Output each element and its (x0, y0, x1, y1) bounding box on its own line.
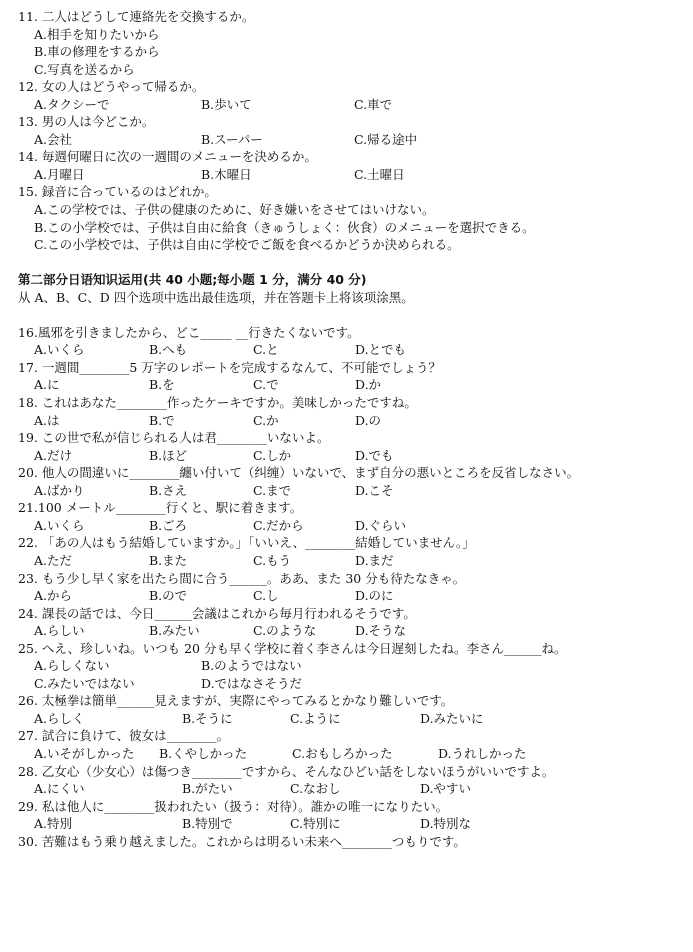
option-a: A.は (34, 412, 60, 428)
option-b: B.ので (149, 588, 188, 604)
question-text: 22. 「あの人はもう結婚していますか。」「いいえ、________結婚していません。」 (18, 535, 475, 551)
question-28 (18, 763, 693, 798)
options-row (18, 710, 693, 728)
question-12 (18, 78, 693, 113)
option-a: A.に (34, 377, 60, 393)
options-row (18, 587, 693, 605)
question-24 (18, 605, 693, 640)
option-d: D.うれしかった (438, 745, 527, 761)
question-text: 18. これはあなた________作ったケーキですか。美味しかったですね。 (18, 395, 417, 411)
question-text: 23. もう少し早く家を出たら間に合う______。ああ、また 30 分も待たなきゃ。 (18, 570, 466, 586)
option-b: B.へも (149, 342, 188, 358)
option-a: A.らしい (34, 623, 85, 639)
question-11 (18, 8, 693, 78)
option-a: A.会社 (34, 131, 73, 147)
option-c: C.まで (253, 482, 292, 498)
options-row (18, 482, 693, 500)
question-27 (18, 727, 693, 762)
question-text: 19. この世で私が信じられる人は君________いないよ。 (18, 430, 330, 446)
option-d: D.の (355, 412, 382, 428)
question-text: 17. 一週間________5 万字のレポートを完成するなんて、不可能でしょう？ (18, 359, 442, 375)
option-a: A.いくら (34, 342, 85, 358)
options-row (18, 622, 693, 640)
options-row (18, 745, 693, 763)
options-row (18, 166, 693, 184)
option-c: C.ように (290, 710, 341, 726)
option-a: A.いくら (34, 517, 85, 533)
option-b: B.木曜日 (201, 166, 252, 182)
question-text: 20. 他人の間違いに________纏い付いて（纠缠）いないで、まず自分の悪いところを反省しなさい。 (18, 465, 580, 481)
question-text: 14. 毎週何曜日に次の一週間のメニューを決めるか。 (18, 149, 317, 165)
question-15 (18, 183, 693, 253)
option-d: D.ではなさそうだ (201, 675, 303, 691)
question-13 (18, 113, 693, 148)
options-row (18, 517, 693, 535)
option-b: B.ごろ (149, 517, 188, 533)
question-text: 27. 試合に負けて、彼女は________。 (18, 728, 230, 744)
option-c: C.特別に (290, 816, 341, 832)
option-a: A.らしく (34, 710, 85, 726)
option-d: D.みたいに (420, 710, 484, 726)
option-d: D.のに (355, 588, 394, 604)
option-b: B.特別で (182, 816, 233, 832)
option-c: C.で (253, 377, 279, 393)
option-c: C.帰る途中 (354, 131, 418, 147)
option-b: B.そうに (182, 710, 233, 726)
section-instruction: 从 A、B、C、D 四个选项中选出最佳选项，并在答题卡上将该项涂黑。 (18, 289, 414, 305)
question-16 (18, 324, 693, 359)
question-19 (18, 429, 693, 464)
option-c: C.のような (253, 623, 317, 639)
option-b: B.さえ (149, 482, 188, 498)
question-14 (18, 148, 693, 183)
option-c: C.この小学校では、子供は自由に学校でご飯を食べるかどうか決められる。 (34, 237, 460, 253)
option-c: C.なおし (290, 781, 341, 797)
option-a: A.月曜日 (34, 166, 85, 182)
option-d: D.やすい (420, 781, 472, 797)
option-c: C.し (253, 588, 279, 604)
option-b: B.スーパー (201, 131, 263, 147)
option-b: B.のようではない (201, 658, 302, 674)
question-text: 25. へえ、珍しいね。いつも 20 分も早く学校に着く李さんは今日遅刻したね。李さん______ね。 (18, 640, 567, 656)
option-a: A.タクシーで (34, 96, 110, 112)
option-a: A.相手を知りたいから (34, 26, 160, 42)
option-b: B.くやしかった (159, 745, 248, 761)
option-a: A.特別 (34, 816, 73, 832)
option-d: D.でも (355, 447, 394, 463)
question-29 (18, 798, 693, 833)
options-row (18, 412, 693, 430)
option-a: A.にくい (34, 781, 85, 797)
option-d: D.ぐらい (355, 517, 407, 533)
option-c: C.土曜日 (354, 166, 405, 182)
option-b: B.この小学校では、子供は自由に給食（きゅうしょく：伙食）のメニューを選択できる。 (34, 219, 535, 235)
option-a: A.らしくない (34, 658, 110, 674)
option-a: A.この学校では、子供の健康のために、好き嫌いをさせてはいけない。 (34, 202, 435, 218)
question-text: 12. 女の人はどうやって帰るか。 (18, 79, 205, 95)
question-21 (18, 499, 693, 534)
option-c: C.だから (253, 517, 304, 533)
option-c: C.しか (253, 447, 292, 463)
option-c: C.おもしろかった (292, 745, 393, 761)
option-b: B.みたい (149, 623, 200, 639)
options-row (18, 376, 693, 394)
section-title: 第二部分日语知识运用(共 40 小题;每小题 1 分，满分 40 分) (18, 272, 367, 288)
question-text: 21.100 メートル________行くと、駅に着きます。 (18, 500, 303, 516)
options-row (18, 341, 693, 359)
question-text: 26. 太極拳は簡単______見えますが、実際にやってみるとかなり難しいです。 (18, 693, 454, 709)
question-text: 15. 録音に合っているのはどれか。 (18, 184, 217, 200)
option-d: D.そうな (355, 623, 407, 639)
options-row (18, 96, 693, 114)
exam-page (18, 8, 693, 850)
question-25 (18, 640, 693, 693)
question-17 (18, 359, 693, 394)
option-a: A.から (34, 588, 73, 604)
option-c: C.もう (253, 552, 292, 568)
question-20 (18, 464, 693, 499)
option-a: A.ばかり (34, 482, 85, 498)
option-c: C.か (253, 412, 279, 428)
question-text: 13. 男の人は今どこか。 (18, 114, 155, 130)
option-d: D.特別な (420, 816, 472, 832)
option-b: B.ほど (149, 447, 188, 463)
option-d: D.とでも (355, 342, 407, 358)
options-row (18, 815, 693, 833)
option-b: B.がたい (182, 781, 233, 797)
part2-questions (18, 324, 693, 850)
question-text: 30. 苦難はもう乗り越えました。これからは明るい未来へ________つもりです。 (18, 833, 466, 849)
option-a: A.だけ (34, 447, 73, 463)
options-row (18, 552, 693, 570)
option-b: B.車の修理をするから (34, 44, 160, 60)
options-row (18, 447, 693, 465)
option-c: C.と (253, 342, 279, 358)
question-22 (18, 534, 693, 569)
question-30 (18, 833, 693, 851)
options-row (18, 675, 693, 693)
option-b: B.を (149, 377, 175, 393)
option-a: A.ただ (34, 552, 73, 568)
question-26 (18, 692, 693, 727)
option-c: C.みたいではない (34, 675, 135, 691)
option-d: D.か (355, 377, 382, 393)
question-23 (18, 570, 693, 605)
question-text: 29. 私は他人に________扱われたい（扱う：对待）。誰かの唯一になりたい。 (18, 798, 449, 814)
question-text: 11. 二人はどうして連絡先を交換するか。 (18, 9, 255, 24)
option-b: B.また (149, 552, 188, 568)
options-row (18, 131, 693, 149)
options-row (18, 657, 693, 675)
option-b: B.で (149, 412, 175, 428)
question-text: 24. 課長の話では、今日______会議はこれから毎月行われるそうです。 (18, 605, 416, 621)
question-text: 28. 乙女心（少女心）は傷つき________ですから、そんなひどい話をしないほうがいいですよ。 (18, 763, 555, 779)
option-c: C.車で (354, 96, 393, 112)
option-b: B.歩いて (201, 96, 252, 112)
option-a: A.いそがしかった (34, 745, 135, 761)
option-d: D.まだ (355, 552, 394, 568)
option-c: C.写真を送るから (34, 61, 135, 77)
option-d: D.こそ (355, 482, 394, 498)
question-18 (18, 394, 693, 429)
options-row (18, 780, 693, 798)
question-text: 16.風邪を引きましたから、どこ_____ __行きたくないです。 (18, 324, 360, 340)
